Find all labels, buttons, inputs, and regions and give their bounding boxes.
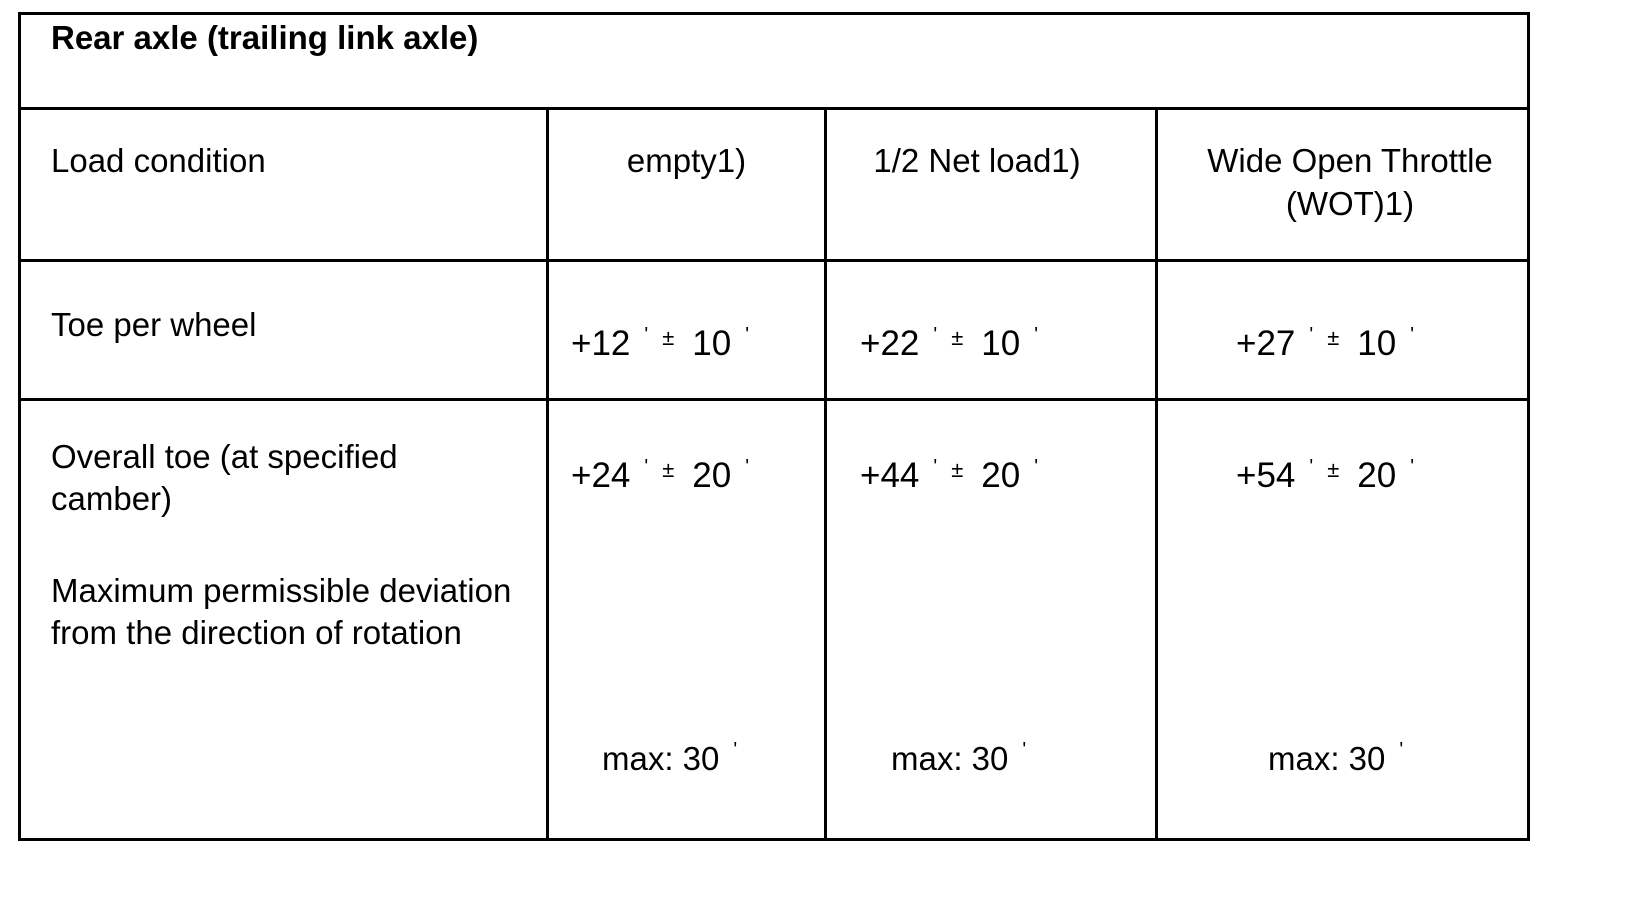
overall-nominal: +54	[1236, 456, 1296, 495]
table-title: Rear axle (trailing link axle)	[51, 19, 479, 56]
plus-minus: ±	[662, 457, 675, 482]
minute-mark: '	[933, 456, 938, 478]
header-col-empty: empty1)	[626, 142, 747, 179]
minute-mark: '	[1399, 739, 1404, 761]
overall-toe-value-half-load	[860, 446, 1038, 497]
minute-mark: '	[1034, 324, 1039, 346]
col-divider-1	[546, 110, 549, 841]
minute-mark: '	[933, 324, 938, 346]
deviation-max: max: 30	[1268, 740, 1386, 777]
minute-mark: '	[644, 324, 649, 346]
header-col-half-load: 1/2 Net load1)	[873, 142, 1081, 179]
minute-mark: '	[1022, 739, 1027, 761]
overall-nominal: +24	[571, 456, 631, 495]
minute-mark: '	[1410, 324, 1415, 346]
overall-tolerance: 20	[1357, 456, 1397, 495]
deviation-max: max: 30	[891, 740, 1009, 777]
minute-mark: '	[745, 324, 750, 346]
toe-value-half-load	[860, 314, 1038, 365]
minute-mark: '	[1309, 324, 1314, 346]
deviation-value-empty	[602, 729, 737, 780]
deviation-label-line1: Maximum permissible deviation	[51, 572, 512, 609]
plus-minus: ±	[1327, 325, 1340, 350]
header-col-wot-line1: Wide Open Throttle	[1207, 142, 1493, 179]
deviation-value-wot	[1268, 729, 1403, 780]
deviation-value-half-load	[891, 729, 1026, 780]
overall-toe-label-line1: Overall toe (at specified	[51, 438, 398, 475]
minute-mark: '	[644, 456, 649, 478]
minute-mark: '	[1309, 456, 1314, 478]
minute-mark: '	[1034, 456, 1039, 478]
plus-minus: ±	[1327, 457, 1340, 482]
plus-minus: ±	[662, 325, 675, 350]
overall-nominal: +44	[860, 456, 920, 495]
minute-mark: '	[1410, 456, 1415, 478]
header-label: Load condition	[51, 142, 266, 179]
toe-tolerance: 10	[692, 324, 732, 363]
toe-nominal: +22	[860, 324, 920, 363]
toe-label: Toe per wheel	[51, 306, 257, 343]
row-divider-title	[18, 107, 1530, 110]
minute-mark: '	[745, 456, 750, 478]
overall-tolerance: 20	[981, 456, 1021, 495]
minute-mark: '	[733, 739, 738, 761]
toe-tolerance: 10	[981, 324, 1021, 363]
toe-nominal: +27	[1236, 324, 1296, 363]
col-divider-2	[824, 110, 827, 841]
plus-minus: ±	[951, 325, 964, 350]
toe-nominal: +12	[571, 324, 631, 363]
overall-toe-value-empty	[571, 446, 749, 497]
overall-tolerance: 20	[692, 456, 732, 495]
overall-toe-label-line2: camber)	[51, 480, 173, 517]
toe-tolerance: 10	[1357, 324, 1397, 363]
plus-minus: ±	[951, 457, 964, 482]
deviation-label-line2: from the direction of rotation	[51, 614, 462, 651]
toe-value-empty	[571, 314, 749, 365]
header-col-wot-line2: (WOT)1)	[1285, 185, 1415, 222]
row-divider-header	[18, 259, 1530, 262]
toe-value-wot	[1236, 314, 1414, 365]
row-divider-toe	[18, 398, 1530, 401]
table-border	[18, 12, 1530, 841]
deviation-max: max: 30	[602, 740, 720, 777]
overall-toe-value-wot	[1236, 446, 1414, 497]
